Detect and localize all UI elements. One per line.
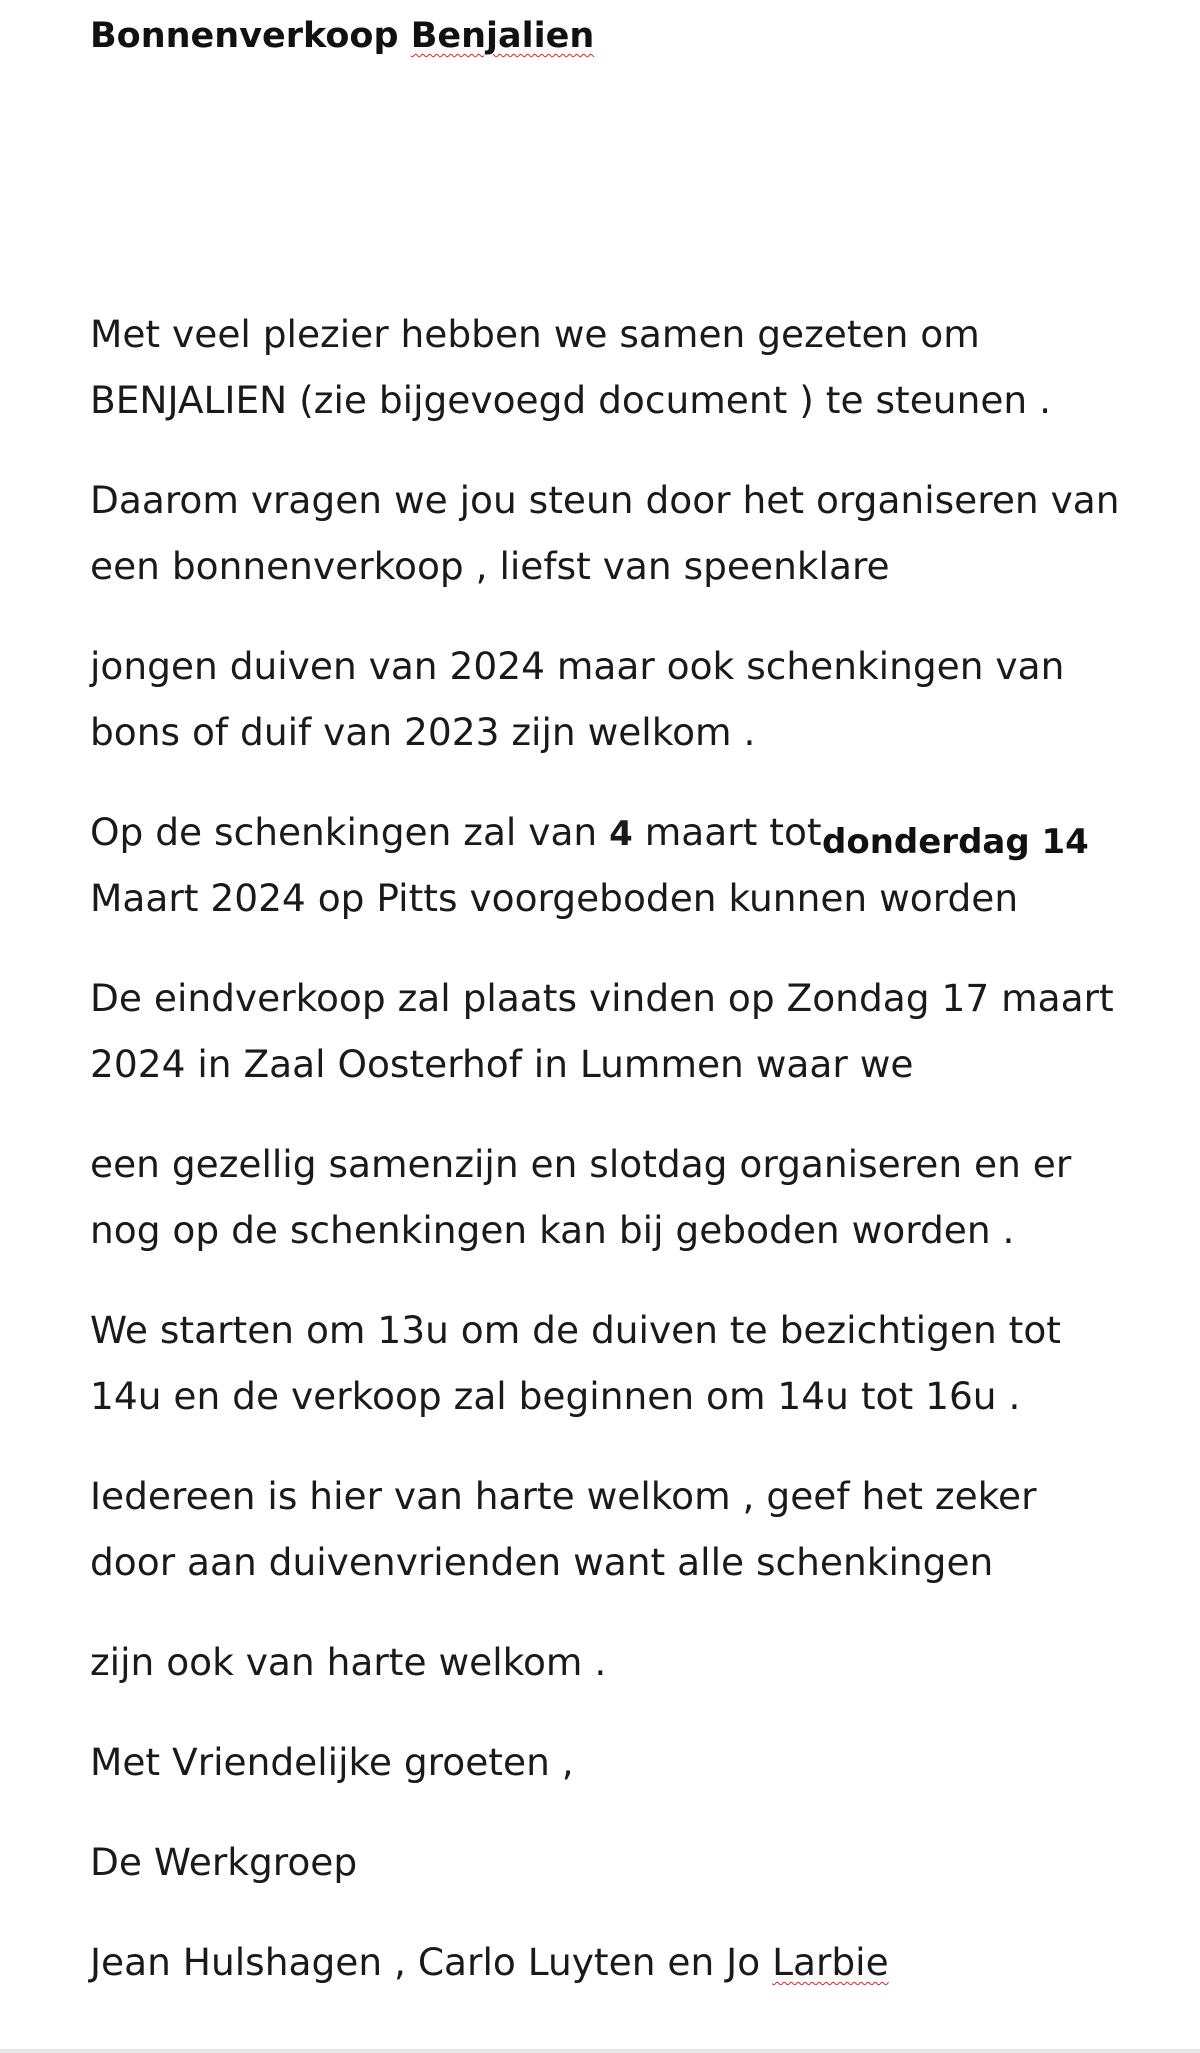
paragraph-2-line-1: Daarom vragen we jou steun door het organiseren van bbox=[90, 478, 1120, 522]
paragraph-4-line-2: Maart 2024 op Pitts voorgeboden kunnen worden bbox=[90, 876, 1019, 920]
paragraph-5-line-2: 2024 in Zaal Oosterhof in Lummen waar we bbox=[90, 1042, 914, 1086]
title-name: Benjalien bbox=[410, 16, 595, 56]
paragraph-1-line-1: Met veel plezier hebben we samen gezeten om bbox=[90, 312, 980, 356]
signature-names bbox=[90, 1936, 889, 1988]
paragraph-7-line-1: We starten om 13u om de duiven te bezichtigen tot bbox=[90, 1308, 1061, 1352]
paragraph-3-line-1: jongen duiven van 2024 maar ook schenkingen van bbox=[90, 644, 1065, 688]
paragraph-1-line-2: BENJALIEN (zie bijgevoegd document ) te steunen . bbox=[90, 378, 1052, 422]
document-title bbox=[90, 10, 594, 62]
paragraph-6-line-1: een gezellig samenzijn en slotdag organiseren en er bbox=[90, 1142, 1072, 1186]
signature-group: De Werkgroep bbox=[90, 1840, 358, 1884]
names-last: Larbie bbox=[772, 1940, 889, 1984]
paragraph-7-line-2: 14u en de verkoop zal beginnen om 14u tot 16u . bbox=[90, 1374, 1021, 1418]
title-prefix: Bonnenverkoop bbox=[90, 16, 399, 56]
paragraph-8-line-2: door aan duivenvrienden want alle schenkingen bbox=[90, 1540, 994, 1584]
paragraph-5-line-1: De eindverkoop zal plaats vinden op Zondag 17 maart bbox=[90, 976, 1114, 1020]
p4-text-b: maart tot bbox=[644, 810, 822, 854]
names-prefix: Jean Hulshagen , Carlo Luyten en Jo bbox=[90, 1940, 761, 1984]
p4-bold-day: 4 bbox=[609, 814, 633, 854]
paragraph-2-line-2: een bonnenverkoop , liefst van speenklare bbox=[90, 544, 890, 588]
closing-greeting: Met Vriendelijke groeten , bbox=[90, 1740, 574, 1784]
paragraph-6-line-2: nog op de schenkingen kan bij geboden worden . bbox=[90, 1208, 1015, 1252]
paragraph-3-line-2: bons of duif van 2023 zijn welkom . bbox=[90, 710, 756, 754]
paragraph-9-line-1: zijn ook van harte welkom . bbox=[90, 1640, 607, 1684]
paragraph-4-line-1 bbox=[90, 806, 822, 860]
date-overlay-text: donderdag 14 bbox=[822, 822, 1089, 862]
p4-text-a: Op de schenkingen zal van bbox=[90, 810, 598, 854]
page-bottom-edge bbox=[0, 2049, 1200, 2053]
paragraph-8-line-1: Iedereen is hier van harte welkom , geef het zeker bbox=[90, 1474, 1037, 1518]
